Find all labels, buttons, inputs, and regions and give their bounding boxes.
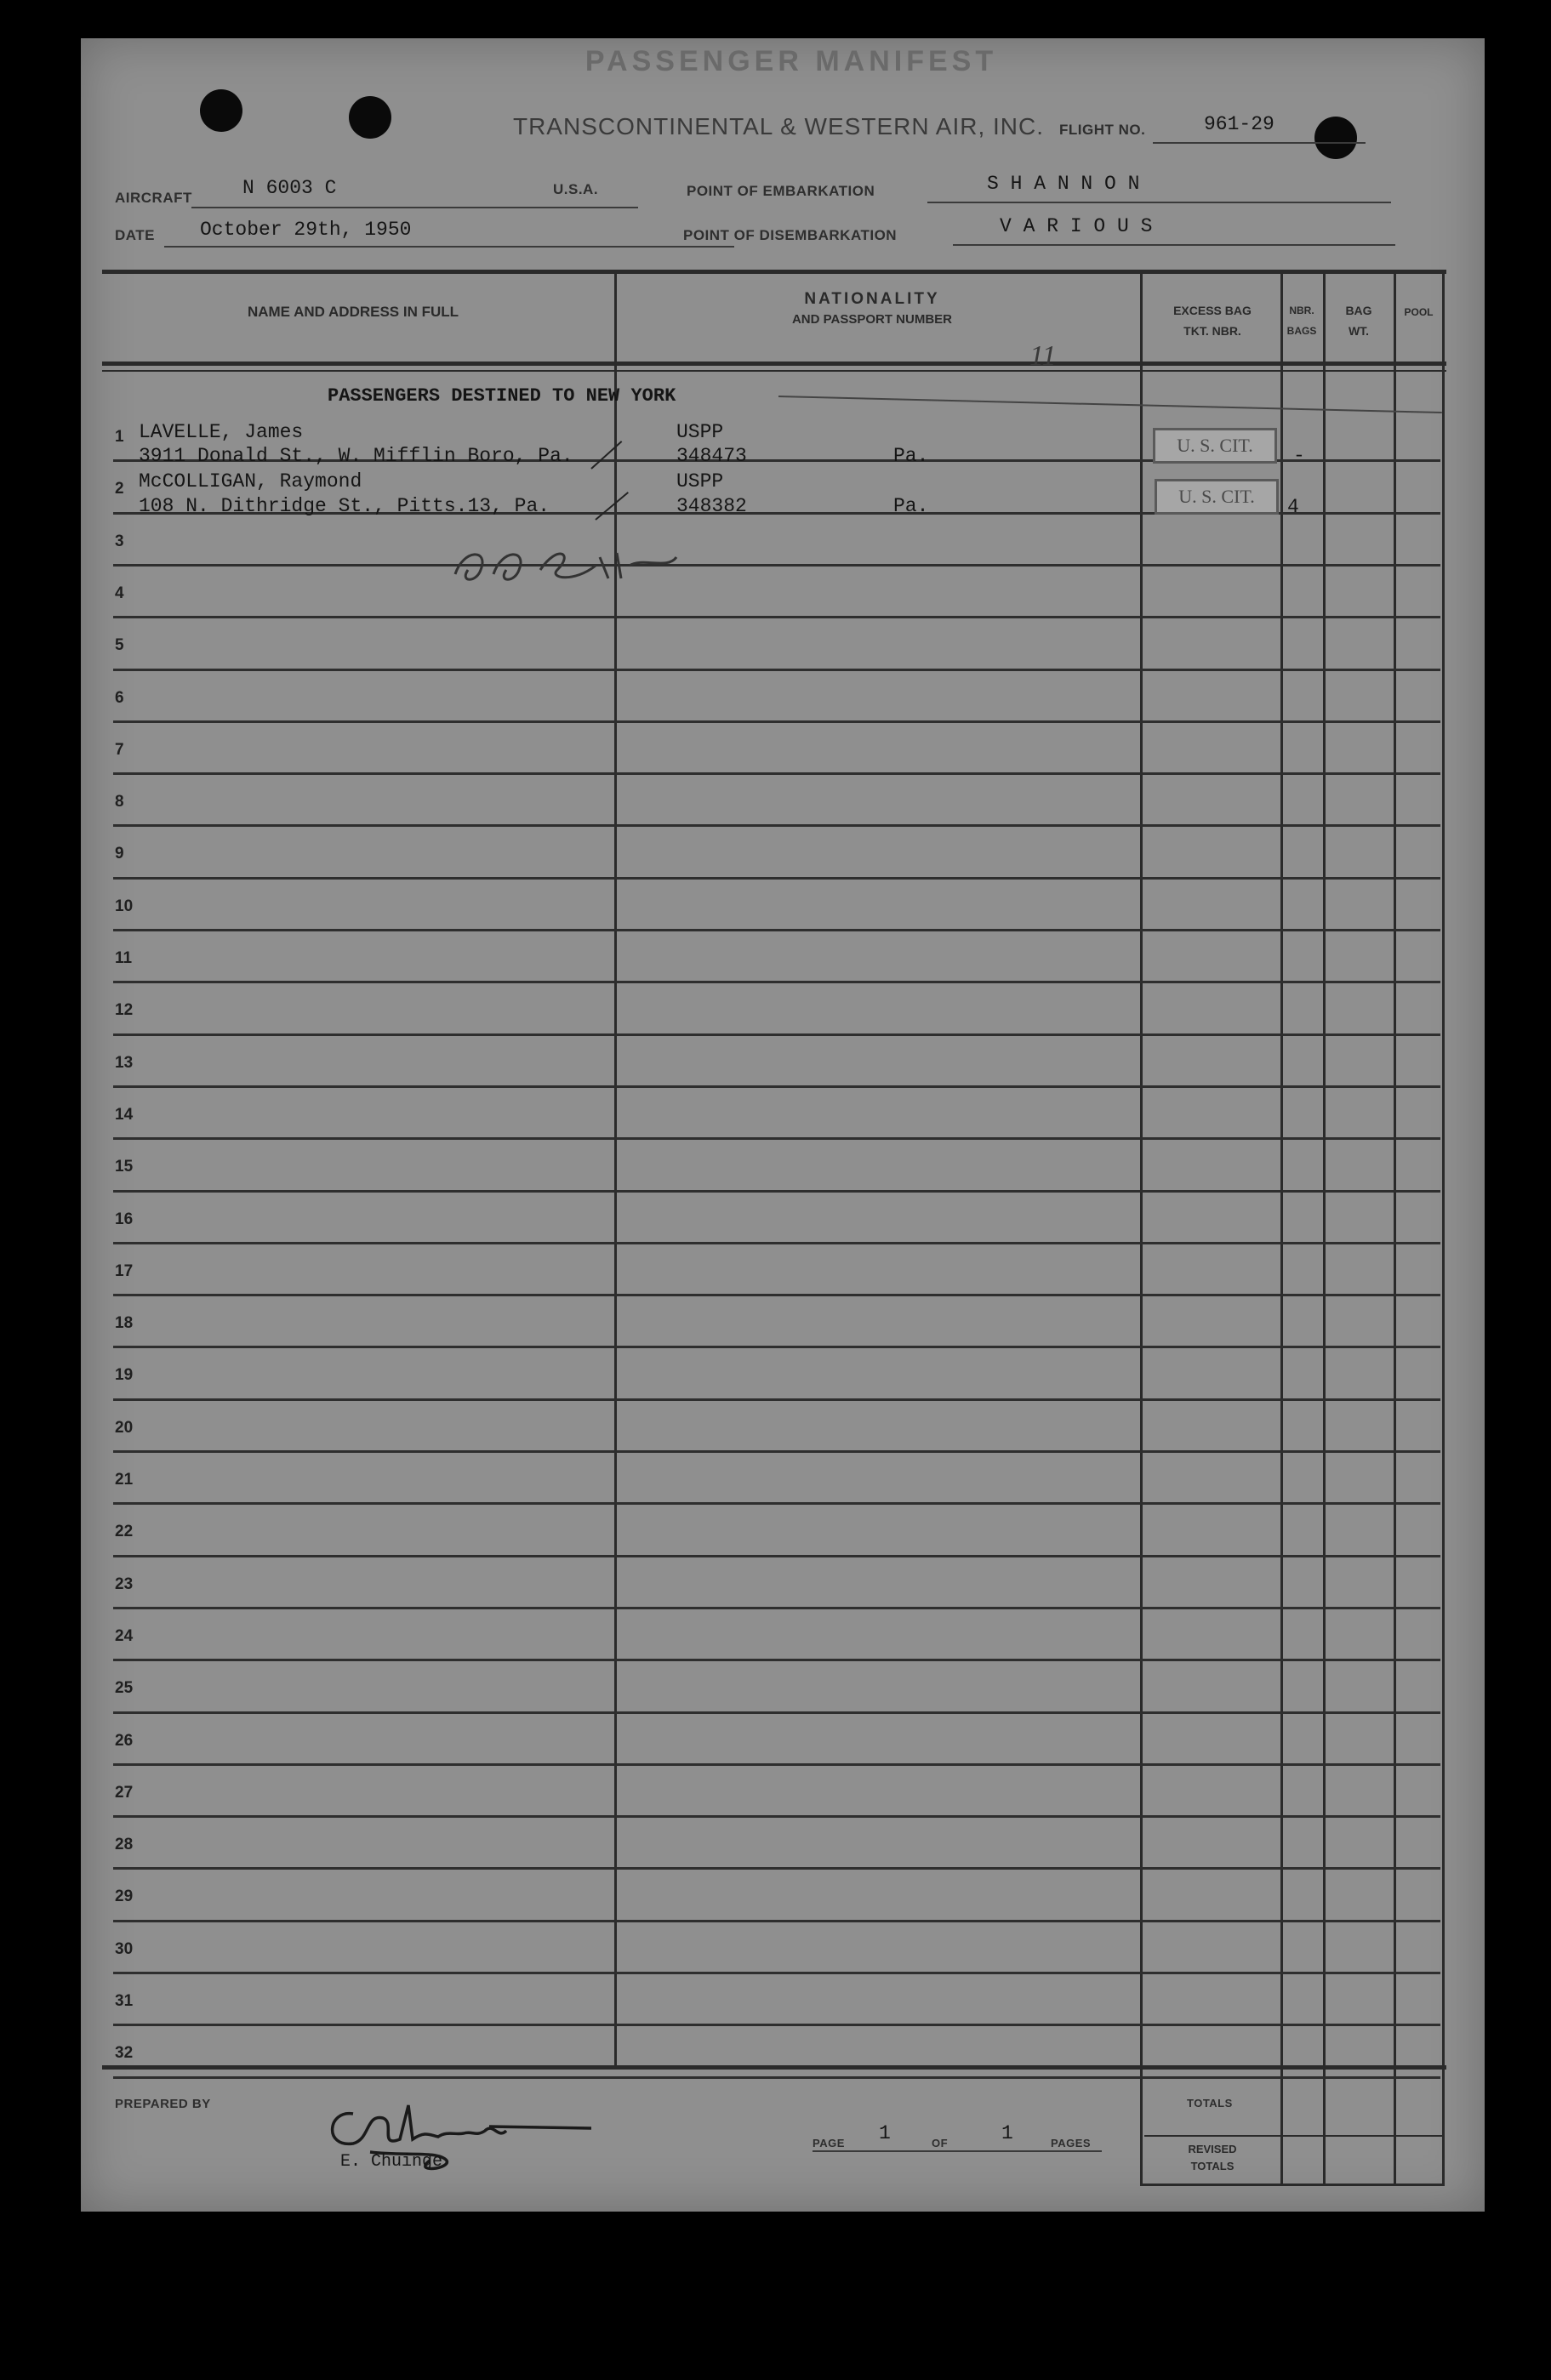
aircraft-value: N 6003 C (242, 177, 337, 199)
table-row-line (113, 669, 1440, 671)
passport-type: USPP (676, 421, 724, 443)
table-row-line (113, 1085, 1440, 1088)
check-mark (590, 441, 622, 470)
row-number: 21 (115, 1471, 134, 1489)
row-number: 3 (115, 532, 124, 550)
flight-number-value: 961-29 (1204, 113, 1274, 135)
row-number: 31 (115, 1992, 134, 2010)
row-number: 2 (115, 480, 124, 498)
date-label: DATE (115, 227, 156, 243)
passport-state: Pa. (893, 445, 929, 467)
column-header-bag-1: BAG (1345, 304, 1372, 317)
table-row-line (113, 2076, 1440, 2079)
table-row-line (113, 1398, 1440, 1401)
column-header-nbr-2: BAGS (1286, 325, 1317, 337)
section-heading: PASSENGERS DESTINED TO NEW YORK (328, 385, 676, 407)
column-header-passport-text: AND PASSPORT NUMBER (791, 312, 953, 327)
table-row-line (113, 877, 1440, 880)
row-number: 27 (115, 1783, 134, 1802)
column-header-nationality (617, 289, 1127, 330)
column-header-excess-1: EXCESS BAG (1173, 304, 1252, 317)
manifest-title: PASSENGER MANIFEST (584, 45, 998, 77)
row-number: 10 (115, 897, 134, 915)
passenger-address: 108 N. Dithridge St., Pitts.13, Pa. (139, 495, 550, 517)
column-header-nbr-1: NBR. (1289, 305, 1314, 316)
flight-number-underline (1153, 142, 1366, 144)
table-row-line (113, 1607, 1440, 1609)
table-row-line (113, 981, 1440, 983)
passport-number: 348382 (676, 495, 747, 517)
column-header-pool-text: POOL (1404, 306, 1434, 318)
table-row-line (113, 2024, 1440, 2026)
bag-count: - (1293, 445, 1305, 467)
page-label: PAGE (813, 2137, 845, 2149)
table-row-line (113, 1137, 1440, 1140)
column-divider-excess (1280, 272, 1283, 2186)
row-number: 8 (115, 793, 124, 811)
handwritten-passenger-count: 11 (1029, 340, 1057, 372)
passport-number: 348473 (676, 445, 747, 467)
punch-hole-right (1314, 117, 1357, 159)
flight-number-label: FLIGHT NO. (1059, 122, 1146, 138)
table-row-line (113, 1346, 1440, 1348)
passenger-name: McCOLLIGAN, Raymond (139, 470, 362, 493)
row-number: 11 (115, 949, 133, 967)
column-header-bag-2: WT. (1348, 324, 1370, 338)
aircraft-label: AIRCRAFT (115, 190, 192, 206)
table-row-line (113, 616, 1440, 618)
citizenship-stamp: U. S. CIT. (1155, 479, 1279, 515)
revised-line-1: REVISED (1188, 2143, 1237, 2155)
column-divider-right (1442, 272, 1445, 2067)
row-number: 6 (115, 688, 124, 707)
column-header-excess-bag (1144, 300, 1280, 341)
passport-type: USPP (676, 470, 724, 493)
embarkation-underline (927, 202, 1391, 203)
row-number: 24 (115, 1626, 134, 1645)
row-number: 16 (115, 1210, 134, 1228)
passport-state: Pa. (893, 495, 929, 517)
table-row-line (113, 1450, 1440, 1453)
row-number: 12 (115, 1001, 134, 1020)
row-number: 17 (115, 1261, 134, 1280)
prepared-by-label: PREPARED BY (115, 2097, 211, 2111)
company-name: TRANSCONTINENTAL & WESTERN AIR, INC. (512, 113, 1045, 139)
row-number: 25 (115, 1679, 134, 1698)
row-number: 23 (115, 1574, 134, 1593)
pages-label: PAGES (1051, 2137, 1092, 2149)
table-row-line (113, 772, 1440, 775)
embarkation-label: POINT OF EMBARKATION (687, 183, 875, 199)
heading-stroke (778, 396, 1442, 413)
row-number: 1 (115, 428, 124, 446)
disembarkation-underline (953, 244, 1395, 246)
row-number: 5 (115, 636, 124, 655)
table-row-line (113, 1763, 1440, 1766)
row-number: 4 (115, 584, 124, 602)
revised-line-2: TOTALS (1190, 2160, 1235, 2172)
row-number: 28 (115, 1836, 134, 1854)
page-total: 1 (1001, 2122, 1013, 2144)
check-mark (595, 492, 629, 521)
table-row-line (113, 1190, 1440, 1193)
table-row-line (113, 1242, 1440, 1244)
row-number: 7 (115, 740, 124, 759)
manifest-sheet (81, 38, 1485, 2212)
country-label: U.S.A. (553, 181, 599, 197)
table-row-line (113, 1033, 1440, 1036)
table-row-line (113, 1294, 1440, 1296)
row-number: 19 (115, 1366, 134, 1385)
column-divider-nationality (1140, 272, 1143, 2186)
embarkation-value: S H A N N O N (987, 173, 1140, 195)
table-top-rule (102, 270, 1446, 274)
row-number: 13 (115, 1053, 134, 1072)
table-row-line (113, 824, 1440, 827)
row-number: 30 (115, 1939, 134, 1958)
aircraft-underline (191, 207, 638, 208)
bag-count: 4 (1287, 496, 1299, 518)
disembarkation-value: V A R I O U S (1000, 215, 1153, 237)
table-row-line (113, 564, 1440, 567)
table-row-line (113, 1711, 1440, 1714)
table-row-line (113, 720, 1440, 723)
column-header-excess-2: TKT. NBR. (1183, 324, 1241, 338)
table-row-line (113, 929, 1440, 931)
column-header-name-text: NAME AND ADDRESS IN FULL (247, 304, 459, 320)
column-header-pool (1395, 302, 1442, 322)
passenger-address: 3911 Donald St., W. Mifflin Boro, Pa. (139, 445, 573, 467)
of-label: OF (932, 2137, 949, 2149)
table-row-line (113, 1920, 1440, 1922)
row-number: 26 (115, 1731, 134, 1750)
table-header-rule-2 (102, 370, 1446, 372)
table-row-line (113, 1555, 1440, 1557)
table-row-line (113, 1815, 1440, 1818)
column-header-bag-wt (1325, 300, 1393, 341)
punch-hole-center (349, 96, 391, 139)
column-divider-bagwt (1394, 272, 1396, 2186)
handwritten-initials (447, 532, 685, 591)
revised-totals-label (1153, 2141, 1272, 2175)
table-row-line (113, 1502, 1440, 1505)
column-header-nationality-text: NATIONALITY (804, 290, 940, 308)
totals-right-edge (1442, 2067, 1445, 2186)
date-value: October 29th, 1950 (200, 219, 412, 241)
row-number: 20 (115, 1418, 134, 1437)
totals-bottom (1140, 2184, 1445, 2186)
table-header-rule (102, 362, 1446, 366)
row-number: 22 (115, 1523, 134, 1541)
disembarkation-label: POINT OF DISEMBARKATION (683, 227, 898, 243)
passenger-name: LAVELLE, James (139, 421, 304, 443)
page-underline (813, 2150, 1102, 2152)
punch-hole-left (200, 89, 242, 132)
column-header-name (115, 302, 591, 322)
date-underline (164, 246, 734, 248)
preparer-typed-name: E. Chuinge (340, 2152, 443, 2172)
table-row-line (113, 1659, 1440, 1661)
page-number: 1 (879, 2122, 891, 2144)
row-number: 15 (115, 1158, 134, 1176)
citizenship-stamp: U. S. CIT. (1153, 428, 1277, 464)
row-number: 9 (115, 845, 124, 863)
row-number: 29 (115, 1887, 134, 1906)
table-row-line (113, 1972, 1440, 1974)
totals-divider (1144, 2135, 1442, 2137)
row-number: 18 (115, 1314, 134, 1333)
row-number: 32 (115, 2044, 134, 2063)
totals-label: TOTALS (1187, 2097, 1233, 2110)
table-bottom-rule (102, 2065, 1446, 2070)
column-header-nbr-bags (1280, 300, 1323, 341)
table-row-line (113, 1867, 1440, 1870)
column-divider-nbr (1323, 272, 1326, 2186)
row-number: 14 (115, 1105, 134, 1124)
